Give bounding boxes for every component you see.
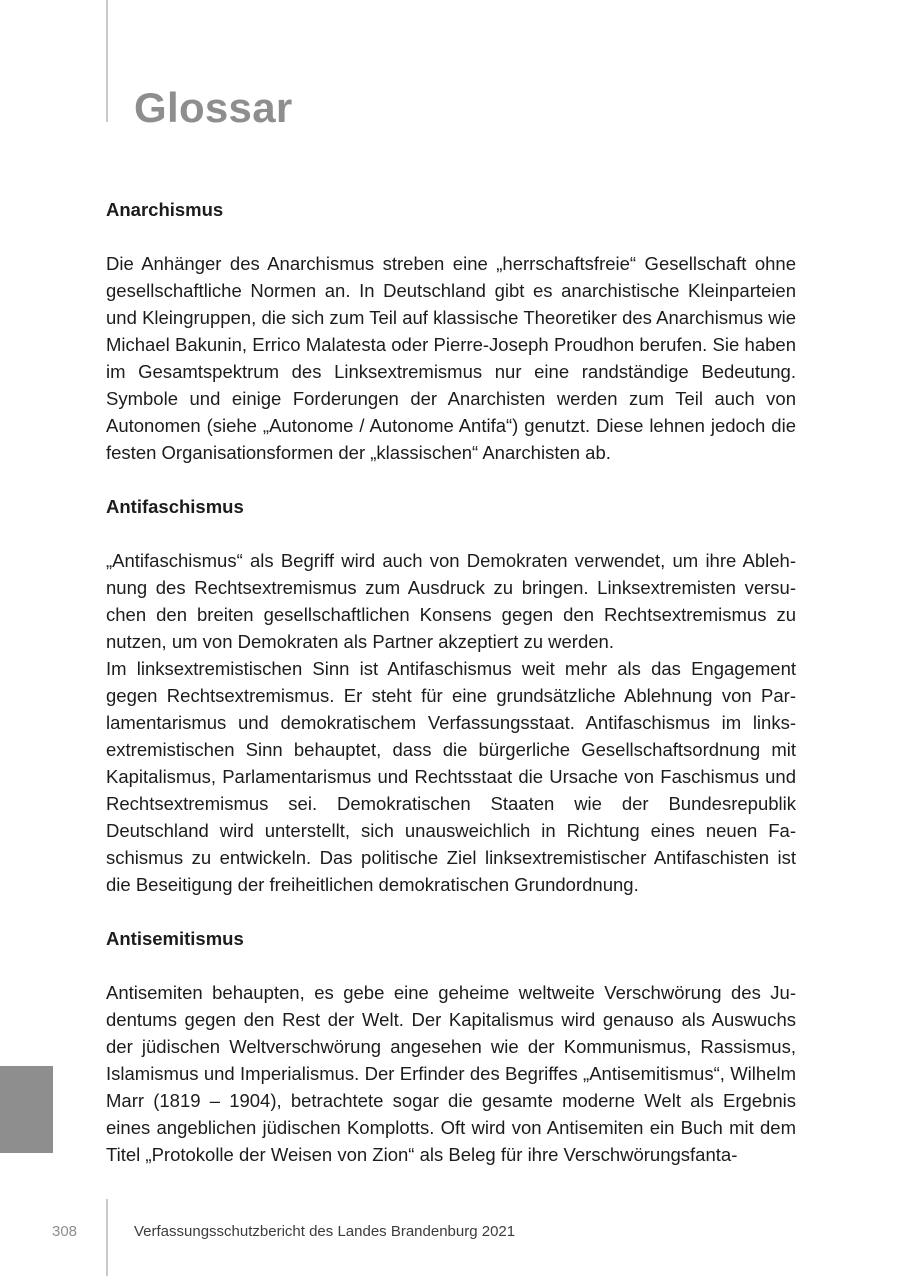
footer-publication-title: Verfassungsschutzbericht des Landes Brandenburg 2021 [134,1223,516,1240]
entry-paragraph: Im linksextremistischen Sinn ist Antifaschismus weit mehr als das Engagement gegen Rechtsextremismus. Er steht für eine grundsätzliche Ablehnung von Parlamentarismus und demokratischem Verfassungsstaat. Antifaschismus im linksextremistischen Sinn behauptet, dass die bürgerliche Gesellschaftsordnung mit Kapitalismus, Parlamentarismus und Rechtsstaat die Ursache von Faschismus und Rechtsextremismus sei. Demokratischen Staaten wie der Bundesrepublik Deutschland wird unterstellt, sich unausweichlich in Richtung eines neuen Faschismus zu entwickeln. Das politische Ziel linksextremistischer Antifaschisten ist die Beseitigung der freiheitlichen demokratischen Grundordnung. [106,658,796,895]
entry-term: Antifaschismus [106,496,244,517]
glossary-entry-antisemitismus [106,925,796,1168]
entry-paragraph: Antisemiten behaupten, es gebe eine geheime weltweite Verschwörung des Judentums gegen den Rest der Welt. Der Kapitalismus wird genauso als Auswuchs der jüdischen Weltverschwörung angesehen wie der Kommunismus, Rassismus, Islamismus und Imperialismus. Der Erfinder des Begriffes „Antisemitismus“, Wilhelm Marr (1819 – 1904), betrachtete sogar die gesamte moderne Welt als Ergebnis eines angeblichen jüdischen Komplotts. Oft wird von Antisemiten ein Buch mit dem Titel „Protokolle der Weisen von Zion“ als Beleg für ihre Verschwörungsfanta- [106,982,796,1165]
chapter-side-tab [0,1066,53,1153]
footer-rule [106,1199,108,1276]
entry-term: Anarchismus [106,199,224,220]
entry-term: Antisemitismus [106,928,244,949]
page-number: 308 [52,1223,78,1240]
glossary-entry-antifaschismus [106,493,796,898]
glossary-entry-anarchismus [106,196,796,466]
entry-paragraph: Die Anhänger des Anarchismus streben eine „herrschaftsfreie“ Gesellschaft ohne gesellschaftliche Normen an. In Deutschland gibt es anarchistische Kleinparteien und Kleingruppen, die sich zum Teil auf klassische Theoretiker des Anarchismus wie Michael Bakunin, Errico Malatesta oder Pierre-Joseph Proudhon berufen. Sie haben im Gesamtspektrum des Linksextremismus nur eine randständige Bedeutung. Symbole und einige Forderungen der Anarchisten werden zum Teil auch von Autonomen (siehe „Autonome / Autonome Antifa“) genutzt. Diese lehnen jedoch die festen Organisationsformen der „klassischen“ Anarchisten ab. [106,253,796,463]
header-rule [106,0,108,122]
glossary-content [106,196,796,1195]
entry-paragraph: „Antifaschismus“ als Begriff wird auch von Demokraten verwendet, um ihre Ablehnung des Rechtsextremismus zum Ausdruck zu bringen. Linksextremisten versuchen den breiten gesellschaftlichen Konsens gegen den Rechtsextremismus zu nutzen, um von Demokraten als Partner akzeptiert zu werden. [106,550,796,652]
page-title: Glossar [134,84,293,131]
